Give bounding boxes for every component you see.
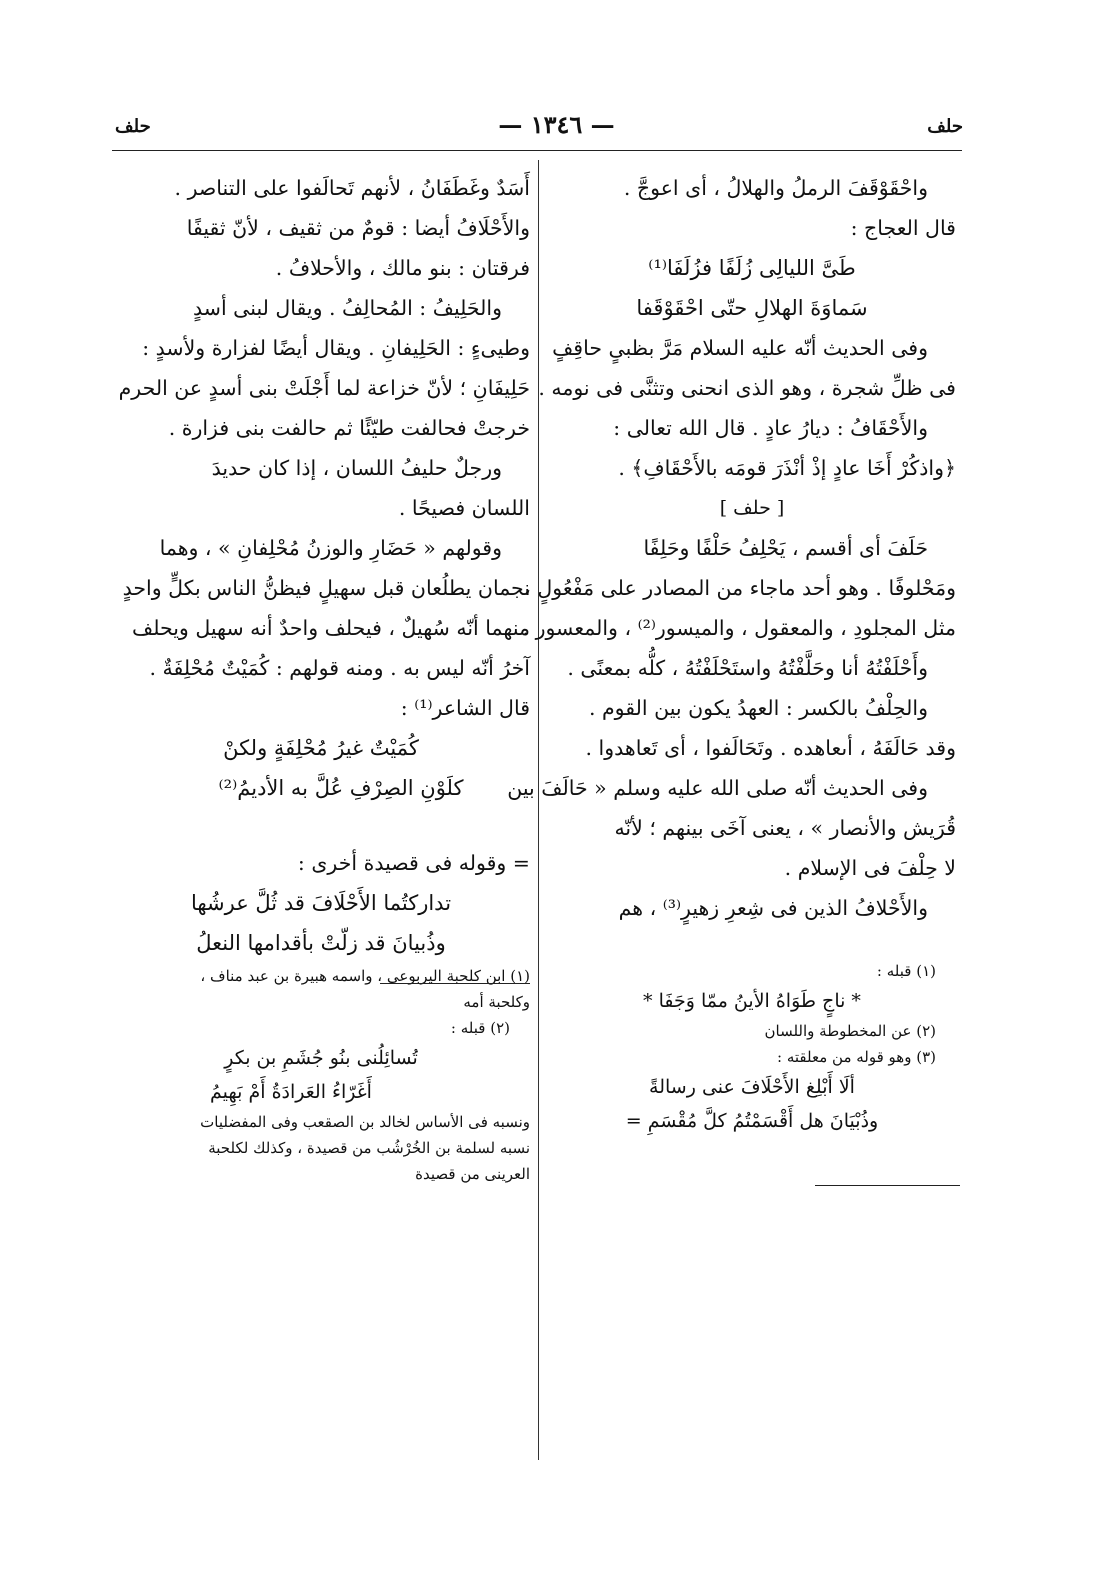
text-line: خرجتْ فحالفت طيّئًا ثم حالفت بنى فزارة . — [168, 416, 530, 440]
footnote: وكلحبة أمه — [463, 993, 530, 1011]
text-line: والأَحْلَافُ أيضا : قومٌ من ثقيف ، لأنّ ثقيفًا — [186, 216, 530, 240]
text-line: وأَحْلَفْتُهُ أنا وحَلَّفْتُهُ واستَحْلَفْتُهُ ، كلُّه بمعنًى . — [567, 656, 928, 680]
text-line: منهما أنّه سُهيلٌ ، فيحلف واحدٌ أنه سهيل ويحلف — [131, 616, 530, 640]
footnote: (٢) عن المخطوطة واللسان — [764, 1022, 936, 1040]
footnote: (١) ابن كلحبة اليربوعى ، واسمه هبيرة بن عبد مناف ، — [200, 967, 530, 985]
text-line: قال الشاعر⁽¹⁾ : — [400, 696, 530, 720]
footnote-verse: ألَا أَبْلِغ الأَحْلَافَ عنى رسالةً — [649, 1076, 855, 1098]
text-line: فى ظلِّ شجرة ، وهو الذى انحنى وتثنَّى فى نومه . — [538, 376, 956, 400]
footnote: العرينى من قصيدة — [415, 1165, 530, 1183]
verse-line: طَىَّ الليالِى زُلَفًا فزُلَفَا⁽¹⁾ — [648, 256, 856, 280]
footnote-verse: أَغَرّاءُ العَرادَةُ أَمْ بَهِيمُ — [210, 1081, 372, 1103]
header-root-word-right: حلف — [927, 116, 963, 137]
continuation-line: = وقوله فى قصيدة أخرى : — [297, 851, 530, 875]
text-line: قُرَيش والأنصار » ، يعنى آخَى بينهم ؛ لأنّه — [614, 816, 956, 840]
header-rule — [112, 150, 962, 151]
footnote: نسبه لسلمة بن الخُرْشُب من قصيدة ، وكذلك لكلحبة — [208, 1139, 530, 1157]
verse-line: كُمَيْتٌ غيرُ مُحْلِفَةٍ ولكنْ — [223, 736, 419, 760]
page-number: — ١٣٤٦ — — [498, 110, 615, 139]
text-line: نجمان يطلُعان قبل سهيلٍ فيظنُّ الناس بكلٍّ واحدٍ — [122, 576, 530, 600]
text-line: وطيىءٍ : الحَلِيفانِ . ويقال أيضًا لفزارة ولأسدٍ : — [142, 336, 530, 360]
verse-line: وذُبيانَ قد زلّتْ بأقدامها النعلُ — [196, 931, 446, 955]
text-line: والحَلِيفُ : المُحالِفُ . ويقال لبنى أسدٍ — [193, 296, 502, 320]
text-line: اللسان فصيحًا . — [398, 496, 530, 520]
text-line: ومَحْلوفًا . وهو أحد ماجاء من المصادر على مَفْعُولٍ ، — [524, 576, 956, 600]
text-line: لا حِلْفَ فى الإسلام . — [784, 856, 956, 880]
text-line: فرقتان : بنو مالك ، والأحلافُ . — [275, 256, 530, 280]
text-line: وقولهم « حَضَارِ والوزنُ مُحْلِفانِ » ، وهما — [159, 536, 502, 560]
footnote-verse: * ناجٍ طَوَاهُ الأينُ ممّا وَجَفَا * — [643, 990, 861, 1012]
text-line: ورجلٌ حليفُ اللسان ، إذا كان حديدَ — [211, 456, 502, 480]
text-line: أَسَدٌ وغَطَفَانُ ، لأنهم تَحالَفوا على التناصر . — [174, 176, 530, 200]
footnote: (١) قبله : — [876, 962, 936, 980]
text-line: آخرُ أنّه ليس به . ومنه قولهم : كُمَيْتٌ مُحْلِفَةٌ . — [149, 656, 530, 680]
verse-line: كلَوْنِ الصِرْفِ عُلَّ به الأديمُ⁽²⁾ — [218, 776, 464, 800]
text-line: مثل المجلودِ ، والمعقول ، والميسور⁽²⁾ ، والمعسور . — [522, 616, 956, 640]
text-line: واحْقَوْقَفَ الرملُ والهلالُ ، أى اعوجَّ . — [623, 176, 928, 200]
section-title: [ حلف ] — [719, 497, 785, 519]
text-line: حَلِيفَانِ ؛ لأنّ خزاعة لما أَجْلَتْ بنى أسدٍ عن الحرم — [118, 376, 530, 400]
text-line: حَلَفَ أى أقسم ، يَحْلِفُ حَلْفًا وحَلِفًا — [643, 536, 928, 560]
footnote: ونسبه فى الأساس لخالد بن الصقعب وفى المفضليات — [200, 1113, 530, 1131]
text-line: قال العجاج : — [850, 216, 956, 240]
footnote-rule-left — [380, 983, 530, 984]
header-root-word-left: حلف — [115, 116, 151, 137]
text-line: والأَحْلافُ الذين فى شِعرِ زهيرٍ⁽³⁾ ، هم — [618, 896, 928, 920]
footnote: (٢) قبله : — [450, 1019, 510, 1037]
footnote-verse: تُسائِلُنى بنُو جُشَمِ بن بكرٍ — [224, 1047, 418, 1069]
verse-line: سَماوَةَ الهلالِ حتّى احْقَوْقَفا — [636, 296, 868, 320]
text-line: وقد حَالَفَهُ ، أىعاهده . وتَحَالَفوا ، أى تَعاهدوا . — [585, 736, 956, 760]
text-line: والأَحْقَافُ : ديارُ عادٍ . قال الله تعالى : — [613, 416, 928, 440]
text-line: والحِلْفُ بالكسر : العهدُ يكون بين القوم . — [588, 696, 928, 720]
text-line: ﴿واذكُرْ أَخَا عادٍ إذْ أنْذَرَ قومَه بالأَحْقَافِ﴾ . — [618, 456, 956, 480]
footnote: (٣) وهو قوله من معلقته : — [777, 1048, 936, 1066]
right-column — [507, 168, 956, 1138]
footnote-verse: وذُبْيَانَ هل أَقْسَمْتُمُ كلَّ مُقْسَمِ = — [625, 1110, 879, 1132]
column-separator — [538, 160, 539, 1460]
left-column — [112, 168, 530, 1187]
verse-line: تداركتُما الأَحْلَافَ قد ثُلَّ عرشُها — [190, 891, 452, 915]
text-line: وفى الحديث أنّه عليه السلام مَرَّ بظبىٍ حاقِفٍ — [552, 336, 928, 360]
text-line: وفى الحديث أنّه صلى الله عليه وسلم « حَالَفَ بين — [507, 776, 928, 800]
footnote-rule-right — [815, 1185, 960, 1186]
